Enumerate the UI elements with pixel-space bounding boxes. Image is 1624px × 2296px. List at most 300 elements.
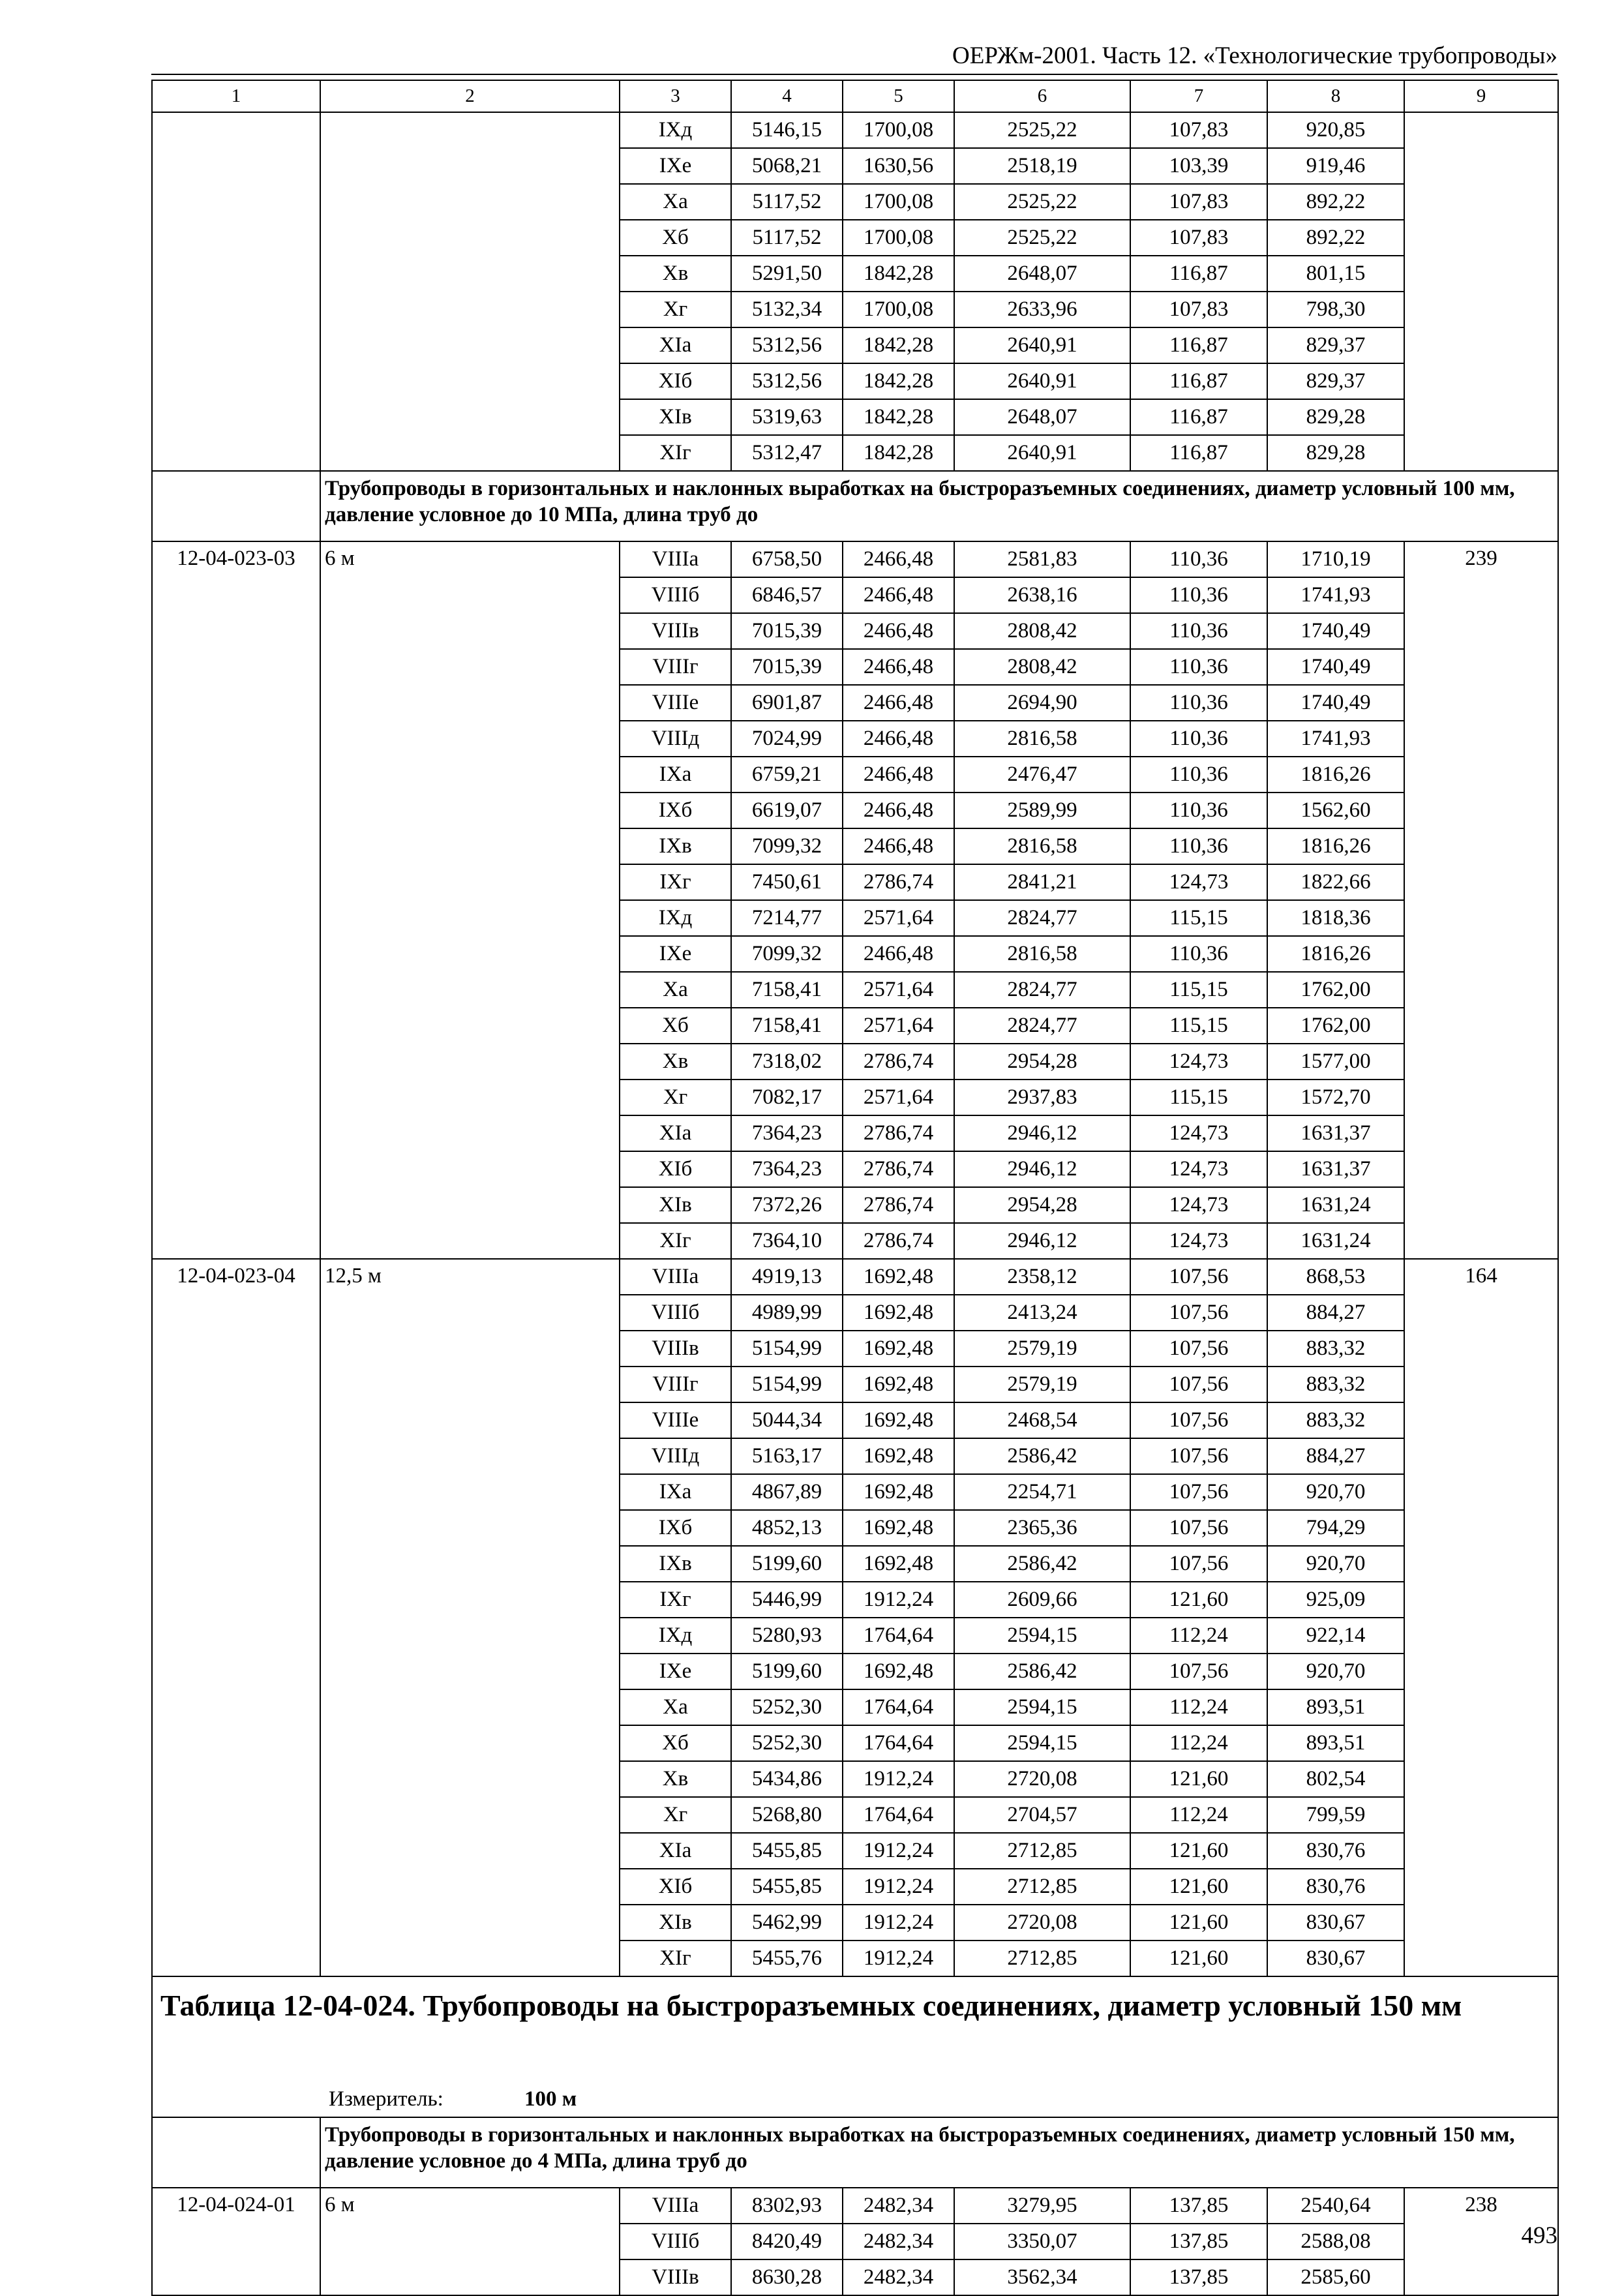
- value-cell: 1741,93: [1267, 577, 1404, 613]
- value-cell: 2466,48: [843, 685, 954, 721]
- value-cell: 830,76: [1267, 1869, 1404, 1905]
- value-cell: 121,60: [1130, 1582, 1267, 1618]
- value-cell: 110,36: [1130, 649, 1267, 685]
- value-cell: 107,56: [1130, 1510, 1267, 1546]
- zone-cell: Xг: [620, 1797, 731, 1833]
- zone-cell: Xа: [620, 184, 731, 220]
- value-cell: 830,67: [1267, 1941, 1404, 1976]
- value-cell: 920,85: [1267, 112, 1404, 148]
- value-cell: 1740,49: [1267, 685, 1404, 721]
- value-cell: 5291,50: [731, 256, 843, 292]
- value-cell: 1912,24: [843, 1582, 954, 1618]
- value-cell: 2588,08: [1267, 2224, 1404, 2259]
- value-cell: 2466,48: [843, 757, 954, 793]
- value-cell: 5154,99: [731, 1367, 843, 1402]
- value-cell: 1816,26: [1267, 757, 1404, 793]
- zone-cell: XIв: [620, 1187, 731, 1223]
- value-cell: 1764,64: [843, 1797, 954, 1833]
- value-cell: 2786,74: [843, 1044, 954, 1080]
- value-cell: 124,73: [1130, 864, 1267, 900]
- value-cell: 4852,13: [731, 1510, 843, 1546]
- value-cell: 1710,19: [1267, 541, 1404, 577]
- zone-cell: Xг: [620, 292, 731, 327]
- header-rule: [151, 74, 1557, 75]
- value-cell: 1692,48: [843, 1474, 954, 1510]
- zone-cell: XIб: [620, 363, 731, 399]
- value-cell: 7364,10: [731, 1223, 843, 1259]
- value-cell: 2786,74: [843, 1187, 954, 1223]
- value-cell: 2571,64: [843, 900, 954, 936]
- value-cell: 1912,24: [843, 1869, 954, 1905]
- value-cell: 110,36: [1130, 828, 1267, 864]
- value-cell: 5319,63: [731, 399, 843, 435]
- value-cell: 2712,85: [954, 1833, 1130, 1869]
- value-cell: 103,39: [1130, 148, 1267, 184]
- value-cell: 110,36: [1130, 936, 1267, 972]
- value-cell: 829,37: [1267, 363, 1404, 399]
- value-cell: 2571,64: [843, 972, 954, 1008]
- value-cell: 121,60: [1130, 1941, 1267, 1976]
- value-cell: 2808,42: [954, 613, 1130, 649]
- value-cell: 922,14: [1267, 1618, 1404, 1654]
- pipe-length-cell: 6 м: [320, 541, 620, 1259]
- value-cell: 2586,42: [954, 1546, 1130, 1582]
- value-cell: 2640,91: [954, 363, 1130, 399]
- value-cell: 7015,39: [731, 613, 843, 649]
- value-cell: 7015,39: [731, 649, 843, 685]
- value-cell: 107,56: [1130, 1331, 1267, 1367]
- value-cell: 2571,64: [843, 1008, 954, 1044]
- value-cell: 830,76: [1267, 1833, 1404, 1869]
- value-cell: 2954,28: [954, 1187, 1130, 1223]
- zone-cell: VIIIд: [620, 721, 731, 757]
- value-cell: 2841,21: [954, 864, 1130, 900]
- value-cell: 121,60: [1130, 1905, 1267, 1941]
- value-cell: 5312,47: [731, 435, 843, 471]
- value-cell: 2786,74: [843, 1151, 954, 1187]
- rate-code-cell: 12-04-024-01: [152, 2188, 320, 2295]
- value-cell: 124,73: [1130, 1151, 1267, 1187]
- value-cell: 2816,58: [954, 828, 1130, 864]
- value-cell: 1740,49: [1267, 649, 1404, 685]
- value-cell: 2466,48: [843, 721, 954, 757]
- value-cell: 110,36: [1130, 721, 1267, 757]
- value-cell: 2525,22: [954, 112, 1130, 148]
- value-cell: 7158,41: [731, 972, 843, 1008]
- value-cell: 107,56: [1130, 1367, 1267, 1402]
- value-cell: 1842,28: [843, 327, 954, 363]
- value-cell: 5132,34: [731, 292, 843, 327]
- value-cell: 1631,37: [1267, 1115, 1404, 1151]
- value-cell: 2594,15: [954, 1689, 1130, 1725]
- value-cell: 2466,48: [843, 936, 954, 972]
- value-cell: 830,67: [1267, 1905, 1404, 1941]
- zone-cell: VIIIв: [620, 613, 731, 649]
- value-cell: 2466,48: [843, 541, 954, 577]
- value-cell: 4989,99: [731, 1295, 843, 1331]
- value-cell: 1572,70: [1267, 1080, 1404, 1115]
- value-cell: 802,54: [1267, 1761, 1404, 1797]
- value-cell: 5280,93: [731, 1618, 843, 1654]
- value-cell: 124,73: [1130, 1115, 1267, 1151]
- value-cell: 5199,60: [731, 1546, 843, 1582]
- value-cell: 112,24: [1130, 1797, 1267, 1833]
- value-cell: 5462,99: [731, 1905, 843, 1941]
- value-cell: 1822,66: [1267, 864, 1404, 900]
- value-cell: 5446,99: [731, 1582, 843, 1618]
- value-cell: 7099,32: [731, 828, 843, 864]
- value-cell: 1912,24: [843, 1833, 954, 1869]
- value-cell: 112,24: [1130, 1689, 1267, 1725]
- value-cell: 107,83: [1130, 220, 1267, 256]
- value-cell: 2581,83: [954, 541, 1130, 577]
- zone-cell: XIа: [620, 1115, 731, 1151]
- zone-cell: XIг: [620, 1223, 731, 1259]
- value-cell: 892,22: [1267, 184, 1404, 220]
- value-cell: 137,85: [1130, 2224, 1267, 2259]
- value-cell: 2358,12: [954, 1259, 1130, 1295]
- col9-cell: 238: [1404, 2188, 1558, 2295]
- value-cell: 1912,24: [843, 1941, 954, 1976]
- value-cell: 893,51: [1267, 1689, 1404, 1725]
- value-cell: 107,56: [1130, 1295, 1267, 1331]
- value-cell: 2786,74: [843, 864, 954, 900]
- value-cell: 2466,48: [843, 613, 954, 649]
- rate-code-cell: 12-04-023-03: [152, 541, 320, 1259]
- value-cell: 2954,28: [954, 1044, 1130, 1080]
- value-cell: 884,27: [1267, 1295, 1404, 1331]
- value-cell: 1577,00: [1267, 1044, 1404, 1080]
- value-cell: 7082,17: [731, 1080, 843, 1115]
- value-cell: 2482,34: [843, 2188, 954, 2224]
- value-cell: 115,15: [1130, 1080, 1267, 1115]
- value-cell: 107,56: [1130, 1402, 1267, 1438]
- value-cell: 1700,08: [843, 184, 954, 220]
- value-cell: 107,56: [1130, 1438, 1267, 1474]
- zone-cell: IXе: [620, 1654, 731, 1689]
- value-cell: 3279,95: [954, 2188, 1130, 2224]
- value-cell: 2786,74: [843, 1223, 954, 1259]
- value-cell: 801,15: [1267, 256, 1404, 292]
- value-cell: 5117,52: [731, 184, 843, 220]
- value-cell: 920,70: [1267, 1474, 1404, 1510]
- value-cell: 829,28: [1267, 399, 1404, 435]
- blank-cell: [152, 2117, 320, 2188]
- value-cell: 110,36: [1130, 541, 1267, 577]
- value-cell: 2704,57: [954, 1797, 1130, 1833]
- value-cell: 2694,90: [954, 685, 1130, 721]
- value-cell: 115,15: [1130, 972, 1267, 1008]
- value-cell: 1692,48: [843, 1402, 954, 1438]
- blank-cell: [152, 471, 320, 541]
- value-cell: 8420,49: [731, 2224, 843, 2259]
- zone-cell: IXа: [620, 1474, 731, 1510]
- zone-cell: VIIIб: [620, 1295, 731, 1331]
- value-cell: 2589,99: [954, 793, 1130, 828]
- value-cell: 2466,48: [843, 649, 954, 685]
- value-cell: 5455,76: [731, 1941, 843, 1976]
- pipe-length-cell: [320, 112, 620, 471]
- value-cell: 5044,34: [731, 1402, 843, 1438]
- zone-cell: VIIIб: [620, 577, 731, 613]
- value-cell: 2586,42: [954, 1654, 1130, 1689]
- value-cell: 1700,08: [843, 292, 954, 327]
- zone-cell: Xа: [620, 972, 731, 1008]
- measure-label: Измеритель:: [329, 2087, 444, 2111]
- col9-cell: [1404, 112, 1558, 471]
- zone-cell: VIIIб: [620, 2224, 731, 2259]
- value-cell: 2937,83: [954, 1080, 1130, 1115]
- value-cell: 116,87: [1130, 363, 1267, 399]
- value-cell: 2648,07: [954, 256, 1130, 292]
- zone-cell: XIв: [620, 399, 731, 435]
- value-cell: 2638,16: [954, 577, 1130, 613]
- pipe-length-cell: 12,5 м: [320, 1259, 620, 1976]
- value-cell: 884,27: [1267, 1438, 1404, 1474]
- value-cell: 1631,37: [1267, 1151, 1404, 1187]
- value-cell: 137,85: [1130, 2259, 1267, 2295]
- value-cell: 1842,28: [843, 256, 954, 292]
- running-header: ОЕРЖм-2001. Часть 12. «Технологические трубопроводы»: [952, 42, 1557, 69]
- column-number: 9: [1404, 80, 1558, 112]
- value-cell: 5154,99: [731, 1331, 843, 1367]
- value-cell: 116,87: [1130, 327, 1267, 363]
- zone-cell: VIIIг: [620, 649, 731, 685]
- zone-cell: XIб: [620, 1151, 731, 1187]
- value-cell: 2585,60: [1267, 2259, 1404, 2295]
- value-cell: 2640,91: [954, 327, 1130, 363]
- value-cell: 121,60: [1130, 1761, 1267, 1797]
- measure-value: 100 м: [524, 2087, 577, 2111]
- zone-cell: VIIIв: [620, 1331, 731, 1367]
- value-cell: 107,83: [1130, 184, 1267, 220]
- value-cell: 6901,87: [731, 685, 843, 721]
- value-cell: 2579,19: [954, 1367, 1130, 1402]
- value-cell: 7024,99: [731, 721, 843, 757]
- value-cell: 2648,07: [954, 399, 1130, 435]
- value-cell: 2413,24: [954, 1295, 1130, 1331]
- value-cell: 1816,26: [1267, 936, 1404, 972]
- value-cell: 2640,91: [954, 435, 1130, 471]
- value-cell: 892,22: [1267, 220, 1404, 256]
- column-number: 4: [731, 80, 843, 112]
- zone-cell: XIа: [620, 327, 731, 363]
- value-cell: 2816,58: [954, 721, 1130, 757]
- value-cell: 2824,77: [954, 900, 1130, 936]
- value-cell: 1562,60: [1267, 793, 1404, 828]
- value-cell: 1692,48: [843, 1367, 954, 1402]
- value-cell: 883,32: [1267, 1331, 1404, 1367]
- value-cell: 110,36: [1130, 577, 1267, 613]
- value-cell: 1700,08: [843, 112, 954, 148]
- value-cell: 2720,08: [954, 1761, 1130, 1797]
- zone-cell: IXд: [620, 900, 731, 936]
- value-cell: 124,73: [1130, 1187, 1267, 1223]
- value-cell: 115,15: [1130, 900, 1267, 936]
- value-cell: 2571,64: [843, 1080, 954, 1115]
- rate-code-cell: 12-04-023-04: [152, 1259, 320, 1976]
- zone-cell: Xб: [620, 220, 731, 256]
- value-cell: 2518,19: [954, 148, 1130, 184]
- value-cell: 110,36: [1130, 685, 1267, 721]
- zone-cell: Xб: [620, 1008, 731, 1044]
- zone-cell: VIIIа: [620, 2188, 731, 2224]
- value-cell: 1741,93: [1267, 721, 1404, 757]
- value-cell: 7372,26: [731, 1187, 843, 1223]
- value-cell: 2476,47: [954, 757, 1130, 793]
- column-number: 7: [1130, 80, 1267, 112]
- zone-cell: IXг: [620, 1582, 731, 1618]
- value-cell: 2712,85: [954, 1941, 1130, 1976]
- value-cell: 1692,48: [843, 1438, 954, 1474]
- value-cell: 1842,28: [843, 435, 954, 471]
- value-cell: 4867,89: [731, 1474, 843, 1510]
- pipe-length-cell: 6 м: [320, 2188, 620, 2295]
- value-cell: 1692,48: [843, 1510, 954, 1546]
- value-cell: 2609,66: [954, 1582, 1130, 1618]
- value-cell: 7318,02: [731, 1044, 843, 1080]
- value-cell: 1842,28: [843, 399, 954, 435]
- rates-table: [151, 80, 1559, 2296]
- zone-cell: Xв: [620, 1761, 731, 1797]
- value-cell: 110,36: [1130, 613, 1267, 649]
- value-cell: 107,83: [1130, 112, 1267, 148]
- column-number-row: [152, 80, 1558, 112]
- value-cell: 112,24: [1130, 1618, 1267, 1654]
- zone-cell: XIа: [620, 1833, 731, 1869]
- value-cell: 1762,00: [1267, 1008, 1404, 1044]
- zone-cell: XIб: [620, 1869, 731, 1905]
- value-cell: 829,28: [1267, 435, 1404, 471]
- value-cell: 5117,52: [731, 220, 843, 256]
- column-number: 8: [1267, 80, 1404, 112]
- zone-cell: VIIIа: [620, 541, 731, 577]
- column-number: 2: [320, 80, 620, 112]
- zone-cell: VIIIе: [620, 1402, 731, 1438]
- value-cell: 7158,41: [731, 1008, 843, 1044]
- value-cell: 5252,30: [731, 1725, 843, 1761]
- value-cell: 115,15: [1130, 1008, 1267, 1044]
- value-cell: 5455,85: [731, 1833, 843, 1869]
- value-cell: 1912,24: [843, 1905, 954, 1941]
- value-cell: 2586,42: [954, 1438, 1130, 1474]
- zone-cell: IXг: [620, 864, 731, 900]
- value-cell: 6759,21: [731, 757, 843, 793]
- page-number: 493: [1521, 2222, 1557, 2249]
- zone-cell: IXа: [620, 757, 731, 793]
- value-cell: 112,24: [1130, 1725, 1267, 1761]
- value-cell: 2594,15: [954, 1618, 1130, 1654]
- value-cell: 8630,28: [731, 2259, 843, 2295]
- value-cell: 2482,34: [843, 2259, 954, 2295]
- zone-cell: IXв: [620, 1546, 731, 1582]
- value-cell: 6619,07: [731, 793, 843, 828]
- value-cell: 7099,32: [731, 936, 843, 972]
- value-cell: 5434,86: [731, 1761, 843, 1797]
- value-cell: 110,36: [1130, 793, 1267, 828]
- value-cell: 137,85: [1130, 2188, 1267, 2224]
- value-cell: 1764,64: [843, 1618, 954, 1654]
- value-cell: 1692,48: [843, 1331, 954, 1367]
- value-cell: 3562,34: [954, 2259, 1130, 2295]
- value-cell: 883,32: [1267, 1402, 1404, 1438]
- value-cell: 6846,57: [731, 577, 843, 613]
- value-cell: 124,73: [1130, 1044, 1267, 1080]
- zone-cell: Xг: [620, 1080, 731, 1115]
- value-cell: 1692,48: [843, 1654, 954, 1689]
- value-cell: 5252,30: [731, 1689, 843, 1725]
- table-title-row: [152, 1976, 1558, 2081]
- zone-cell: IXе: [620, 936, 731, 972]
- value-cell: 107,56: [1130, 1654, 1267, 1689]
- zone-cell: VIIIг: [620, 1367, 731, 1402]
- zone-cell: Xв: [620, 256, 731, 292]
- value-cell: 5312,56: [731, 363, 843, 399]
- section-heading: Трубопроводы в горизонтальных и наклонных выработках на быстроразъемных соединениях, диаметр условный 100 мм, давление условное до 10 МПа, длина труб до: [320, 471, 1558, 541]
- value-cell: 107,56: [1130, 1546, 1267, 1582]
- value-cell: 5068,21: [731, 148, 843, 184]
- value-cell: 116,87: [1130, 256, 1267, 292]
- value-cell: 2468,54: [954, 1402, 1130, 1438]
- table-row: [152, 2188, 1558, 2224]
- value-cell: 7364,23: [731, 1115, 843, 1151]
- table-row: [152, 112, 1558, 148]
- zone-cell: IXб: [620, 793, 731, 828]
- zone-cell: IXд: [620, 112, 731, 148]
- column-number: 6: [954, 80, 1130, 112]
- value-cell: 799,59: [1267, 1797, 1404, 1833]
- value-cell: 5268,80: [731, 1797, 843, 1833]
- value-cell: 7214,77: [731, 900, 843, 936]
- col9-cell: 164: [1404, 1259, 1558, 1976]
- value-cell: 2946,12: [954, 1151, 1130, 1187]
- value-cell: 2525,22: [954, 220, 1130, 256]
- zone-cell: IXд: [620, 1618, 731, 1654]
- measure-cell: [152, 2081, 1558, 2117]
- value-cell: 2712,85: [954, 1869, 1130, 1905]
- value-cell: 2824,77: [954, 1008, 1130, 1044]
- table-title: Таблица 12-04-024. Трубопроводы на быстроразъемных соединениях, диаметр условный 150 мм: [152, 1976, 1558, 2081]
- value-cell: 1842,28: [843, 363, 954, 399]
- table-row: [152, 1259, 1558, 1295]
- value-cell: 4919,13: [731, 1259, 843, 1295]
- value-cell: 1740,49: [1267, 613, 1404, 649]
- value-cell: 1764,64: [843, 1689, 954, 1725]
- value-cell: 2540,64: [1267, 2188, 1404, 2224]
- value-cell: 2466,48: [843, 793, 954, 828]
- value-cell: 2808,42: [954, 649, 1130, 685]
- value-cell: 1816,26: [1267, 828, 1404, 864]
- table-row: [152, 541, 1558, 577]
- section-heading: Трубопроводы в горизонтальных и наклонных выработках на быстроразъемных соединениях, диаметр условный 150 мм, давление условное до 4 МПа, длина труб до: [320, 2117, 1558, 2188]
- value-cell: 1630,56: [843, 148, 954, 184]
- value-cell: 1762,00: [1267, 972, 1404, 1008]
- value-cell: 2816,58: [954, 936, 1130, 972]
- value-cell: 5163,17: [731, 1438, 843, 1474]
- value-cell: 107,56: [1130, 1259, 1267, 1295]
- value-cell: 2720,08: [954, 1905, 1130, 1941]
- value-cell: 925,09: [1267, 1582, 1404, 1618]
- zone-cell: XIг: [620, 1941, 731, 1976]
- value-cell: 883,32: [1267, 1367, 1404, 1402]
- value-cell: 2525,22: [954, 184, 1130, 220]
- value-cell: 2466,48: [843, 828, 954, 864]
- value-cell: 110,36: [1130, 757, 1267, 793]
- section-heading-row: [152, 2117, 1558, 2188]
- value-cell: 2946,12: [954, 1223, 1130, 1259]
- rate-code-cell: [152, 112, 320, 471]
- value-cell: 116,87: [1130, 399, 1267, 435]
